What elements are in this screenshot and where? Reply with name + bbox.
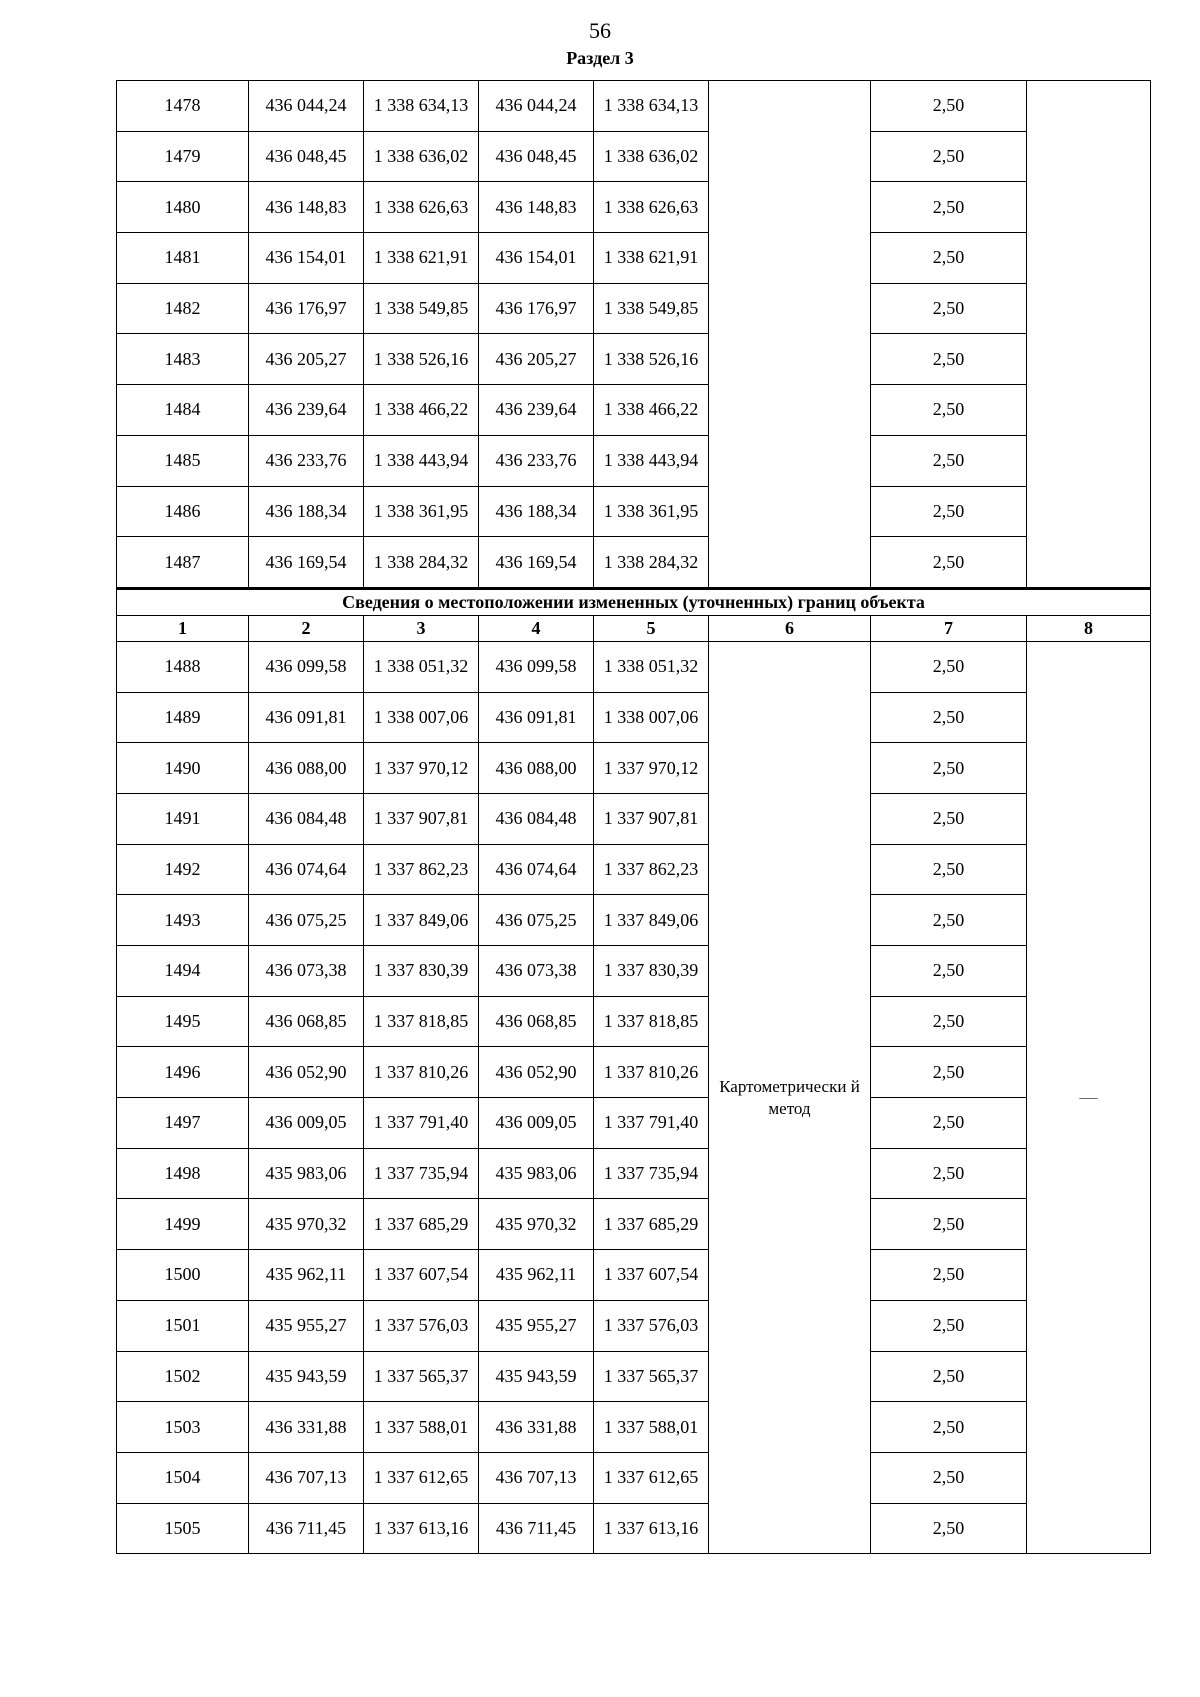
x-coordinate-new: 436 044,24 — [479, 81, 594, 132]
table-row — [117, 743, 1151, 794]
y-coordinate-old: 1 338 466,22 — [364, 385, 479, 436]
table-row — [117, 692, 1151, 743]
y-coordinate-old: 1 338 051,32 — [364, 641, 479, 692]
y-coordinate-old: 1 338 626,63 — [364, 182, 479, 233]
x-coordinate-new: 436 048,45 — [479, 131, 594, 182]
accuracy-value: 2,50 — [871, 1452, 1027, 1503]
y-coordinate-new: 1 337 849,06 — [594, 895, 709, 946]
accuracy-value: 2,50 — [871, 1250, 1027, 1301]
y-coordinate-new: 1 337 576,03 — [594, 1300, 709, 1351]
x-coordinate-old: 436 073,38 — [249, 946, 364, 997]
point-number: 1494 — [117, 946, 249, 997]
table-row — [117, 1199, 1151, 1250]
accuracy-value: 2,50 — [871, 692, 1027, 743]
table-row — [117, 537, 1151, 589]
table-row — [117, 793, 1151, 844]
point-number: 1492 — [117, 844, 249, 895]
column-number-8: 8 — [1027, 615, 1151, 641]
x-coordinate-old: 436 048,45 — [249, 131, 364, 182]
table-row — [117, 946, 1151, 997]
x-coordinate-old: 436 711,45 — [249, 1503, 364, 1554]
y-coordinate-old: 1 338 549,85 — [364, 283, 479, 334]
point-number: 1497 — [117, 1098, 249, 1149]
point-number: 1500 — [117, 1250, 249, 1301]
x-coordinate-old: 436 075,25 — [249, 895, 364, 946]
x-coordinate-old: 435 970,32 — [249, 1199, 364, 1250]
y-coordinate-new: 1 338 549,85 — [594, 283, 709, 334]
y-coordinate-new: 1 338 634,13 — [594, 81, 709, 132]
y-coordinate-old: 1 338 443,94 — [364, 435, 479, 486]
x-coordinate-new: 436 099,58 — [479, 641, 594, 692]
table-row — [117, 1503, 1151, 1554]
x-coordinate-old: 436 088,00 — [249, 743, 364, 794]
x-coordinate-old: 436 331,88 — [249, 1402, 364, 1453]
table-row — [117, 1452, 1151, 1503]
y-coordinate-new: 1 337 588,01 — [594, 1402, 709, 1453]
y-coordinate-new: 1 337 735,94 — [594, 1148, 709, 1199]
x-coordinate-new: 436 239,64 — [479, 385, 594, 436]
table-row — [117, 1300, 1151, 1351]
x-coordinate-new: 435 970,32 — [479, 1199, 594, 1250]
x-coordinate-old: 436 233,76 — [249, 435, 364, 486]
x-coordinate-new: 436 075,25 — [479, 895, 594, 946]
y-coordinate-new: 1 337 810,26 — [594, 1047, 709, 1098]
point-number: 1484 — [117, 385, 249, 436]
table-row — [117, 641, 1151, 692]
y-coordinate-old: 1 337 588,01 — [364, 1402, 479, 1453]
x-coordinate-new: 435 955,27 — [479, 1300, 594, 1351]
x-coordinate-new: 436 205,27 — [479, 334, 594, 385]
y-coordinate-old: 1 338 526,16 — [364, 334, 479, 385]
x-coordinate-new: 435 943,59 — [479, 1351, 594, 1402]
y-coordinate-new: 1 337 685,29 — [594, 1199, 709, 1250]
x-coordinate-old: 436 091,81 — [249, 692, 364, 743]
column-number-1: 1 — [117, 615, 249, 641]
accuracy-value: 2,50 — [871, 1402, 1027, 1453]
accuracy-value: 2,50 — [871, 1148, 1027, 1199]
table-row — [117, 81, 1151, 132]
y-coordinate-new: 1 338 636,02 — [594, 131, 709, 182]
accuracy-value: 2,50 — [871, 1351, 1027, 1402]
y-coordinate-old: 1 337 685,29 — [364, 1199, 479, 1250]
x-coordinate-old: 436 074,64 — [249, 844, 364, 895]
accuracy-value: 2,50 — [871, 233, 1027, 284]
x-coordinate-new: 436 233,76 — [479, 435, 594, 486]
x-coordinate-new: 436 084,48 — [479, 793, 594, 844]
table-group-2 — [117, 641, 1151, 1553]
y-coordinate-old: 1 338 007,06 — [364, 692, 479, 743]
y-coordinate-old: 1 338 361,95 — [364, 486, 479, 537]
point-number: 1499 — [117, 1199, 249, 1250]
accuracy-value: 2,50 — [871, 793, 1027, 844]
point-number: 1490 — [117, 743, 249, 794]
point-number: 1478 — [117, 81, 249, 132]
y-coordinate-old: 1 337 791,40 — [364, 1098, 479, 1149]
separator-title: Сведения о местоположении измененных (уточненных) границ объекта — [117, 588, 1151, 615]
accuracy-value: 2,50 — [871, 435, 1027, 486]
x-coordinate-old: 436 176,97 — [249, 283, 364, 334]
y-coordinate-new: 1 338 284,32 — [594, 537, 709, 589]
accuracy-value: 2,50 — [871, 1047, 1027, 1098]
x-coordinate-old: 436 044,24 — [249, 81, 364, 132]
x-coordinate-old: 436 068,85 — [249, 996, 364, 1047]
point-number: 1488 — [117, 641, 249, 692]
separator-row — [117, 588, 1151, 615]
accuracy-value: 2,50 — [871, 1098, 1027, 1149]
y-coordinate-old: 1 338 621,91 — [364, 233, 479, 284]
y-coordinate-new: 1 337 830,39 — [594, 946, 709, 997]
accuracy-value: 2,50 — [871, 743, 1027, 794]
x-coordinate-old: 436 707,13 — [249, 1452, 364, 1503]
x-coordinate-new: 436 009,05 — [479, 1098, 594, 1149]
table-row — [117, 844, 1151, 895]
point-number: 1479 — [117, 131, 249, 182]
description-cell: — — [1027, 641, 1151, 1553]
y-coordinate-new: 1 338 443,94 — [594, 435, 709, 486]
x-coordinate-new: 436 188,34 — [479, 486, 594, 537]
x-coordinate-old: 435 962,11 — [249, 1250, 364, 1301]
accuracy-value: 2,50 — [871, 895, 1027, 946]
y-coordinate-old: 1 338 284,32 — [364, 537, 479, 589]
accuracy-value: 2,50 — [871, 946, 1027, 997]
accuracy-value: 2,50 — [871, 182, 1027, 233]
x-coordinate-old: 435 983,06 — [249, 1148, 364, 1199]
column-number-7: 7 — [871, 615, 1027, 641]
accuracy-value: 2,50 — [871, 537, 1027, 589]
y-coordinate-old: 1 337 565,37 — [364, 1351, 479, 1402]
table-row — [117, 1351, 1151, 1402]
point-number: 1491 — [117, 793, 249, 844]
y-coordinate-new: 1 337 970,12 — [594, 743, 709, 794]
table-row — [117, 182, 1151, 233]
point-number: 1493 — [117, 895, 249, 946]
table-row — [117, 435, 1151, 486]
section-title: Раздел 3 — [566, 48, 634, 68]
accuracy-value: 2,50 — [871, 844, 1027, 895]
accuracy-value: 2,50 — [871, 131, 1027, 182]
table-row — [117, 1402, 1151, 1453]
point-number: 1498 — [117, 1148, 249, 1199]
y-coordinate-new: 1 338 466,22 — [594, 385, 709, 436]
column-number-2: 2 — [249, 615, 364, 641]
column-number-4: 4 — [479, 615, 594, 641]
x-coordinate-new: 435 983,06 — [479, 1148, 594, 1199]
y-coordinate-new: 1 338 007,06 — [594, 692, 709, 743]
point-number: 1486 — [117, 486, 249, 537]
x-coordinate-old: 436 154,01 — [249, 233, 364, 284]
point-number: 1505 — [117, 1503, 249, 1554]
x-coordinate-new: 435 962,11 — [479, 1250, 594, 1301]
table-separator-header — [117, 588, 1151, 641]
x-coordinate-old: 435 955,27 — [249, 1300, 364, 1351]
column-number-5: 5 — [594, 615, 709, 641]
y-coordinate-old: 1 337 613,16 — [364, 1503, 479, 1554]
point-number: 1483 — [117, 334, 249, 385]
point-number: 1503 — [117, 1402, 249, 1453]
y-coordinate-old: 1 337 607,54 — [364, 1250, 479, 1301]
point-number: 1485 — [117, 435, 249, 486]
y-coordinate-old: 1 338 636,02 — [364, 131, 479, 182]
accuracy-value: 2,50 — [871, 1503, 1027, 1554]
table-row — [117, 1250, 1151, 1301]
table-row — [117, 1047, 1151, 1098]
accuracy-value: 2,50 — [871, 641, 1027, 692]
x-coordinate-new: 436 176,97 — [479, 283, 594, 334]
y-coordinate-new: 1 337 565,37 — [594, 1351, 709, 1402]
y-coordinate-old: 1 337 576,03 — [364, 1300, 479, 1351]
x-coordinate-old: 436 205,27 — [249, 334, 364, 385]
table-row — [117, 996, 1151, 1047]
y-coordinate-new: 1 338 621,91 — [594, 233, 709, 284]
y-coordinate-old: 1 337 849,06 — [364, 895, 479, 946]
y-coordinate-new: 1 337 612,65 — [594, 1452, 709, 1503]
x-coordinate-new: 436 331,88 — [479, 1402, 594, 1453]
y-coordinate-old: 1 337 862,23 — [364, 844, 479, 895]
accuracy-value: 2,50 — [871, 486, 1027, 537]
x-coordinate-new: 436 707,13 — [479, 1452, 594, 1503]
x-coordinate-new: 436 052,90 — [479, 1047, 594, 1098]
accuracy-value: 2,50 — [871, 1199, 1027, 1250]
accuracy-value: 2,50 — [871, 81, 1027, 132]
x-coordinate-old: 436 148,83 — [249, 182, 364, 233]
table-row — [117, 131, 1151, 182]
accuracy-value: 2,50 — [871, 1300, 1027, 1351]
column-number-6: 6 — [709, 615, 871, 641]
y-coordinate-new: 1 338 051,32 — [594, 641, 709, 692]
x-coordinate-new: 436 169,54 — [479, 537, 594, 589]
x-coordinate-new: 436 088,00 — [479, 743, 594, 794]
y-coordinate-new: 1 338 361,95 — [594, 486, 709, 537]
y-coordinate-new: 1 337 862,23 — [594, 844, 709, 895]
page-number: 56 — [589, 18, 611, 43]
description-cell — [1027, 81, 1151, 589]
x-coordinate-new: 436 073,38 — [479, 946, 594, 997]
x-coordinate-old: 436 084,48 — [249, 793, 364, 844]
y-coordinate-new: 1 337 607,54 — [594, 1250, 709, 1301]
y-coordinate-old: 1 337 830,39 — [364, 946, 479, 997]
x-coordinate-old: 436 239,64 — [249, 385, 364, 436]
y-coordinate-old: 1 337 907,81 — [364, 793, 479, 844]
table-group-1 — [117, 81, 1151, 589]
point-number: 1487 — [117, 537, 249, 589]
accuracy-value: 2,50 — [871, 385, 1027, 436]
x-coordinate-new: 436 154,01 — [479, 233, 594, 284]
point-number: 1502 — [117, 1351, 249, 1402]
point-number: 1489 — [117, 692, 249, 743]
y-coordinate-new: 1 338 526,16 — [594, 334, 709, 385]
column-number-3: 3 — [364, 615, 479, 641]
table-row — [117, 385, 1151, 436]
y-coordinate-new: 1 337 907,81 — [594, 793, 709, 844]
y-coordinate-old: 1 337 818,85 — [364, 996, 479, 1047]
y-coordinate-old: 1 337 970,12 — [364, 743, 479, 794]
table-row — [117, 1098, 1151, 1149]
method-cell: Картометрически й метод — [709, 641, 871, 1553]
y-coordinate-new: 1 337 791,40 — [594, 1098, 709, 1149]
method-cell — [709, 81, 871, 589]
y-coordinate-old: 1 337 612,65 — [364, 1452, 479, 1503]
column-number-row — [117, 615, 1151, 641]
x-coordinate-old: 436 009,05 — [249, 1098, 364, 1149]
y-coordinate-new: 1 337 613,16 — [594, 1503, 709, 1554]
accuracy-value: 2,50 — [871, 283, 1027, 334]
x-coordinate-old: 435 943,59 — [249, 1351, 364, 1402]
y-coordinate-old: 1 337 735,94 — [364, 1148, 479, 1199]
y-coordinate-old: 1 337 810,26 — [364, 1047, 479, 1098]
y-coordinate-new: 1 338 626,63 — [594, 182, 709, 233]
x-coordinate-new: 436 091,81 — [479, 692, 594, 743]
x-coordinate-new: 436 074,64 — [479, 844, 594, 895]
x-coordinate-new: 436 148,83 — [479, 182, 594, 233]
x-coordinate-old: 436 188,34 — [249, 486, 364, 537]
point-number: 1481 — [117, 233, 249, 284]
accuracy-value: 2,50 — [871, 996, 1027, 1047]
coordinates-table — [116, 80, 1151, 1554]
table-row — [117, 334, 1151, 385]
x-coordinate-old: 436 099,58 — [249, 641, 364, 692]
point-number: 1482 — [117, 283, 249, 334]
table-row — [117, 283, 1151, 334]
x-coordinate-old: 436 052,90 — [249, 1047, 364, 1098]
table-row — [117, 1148, 1151, 1199]
accuracy-value: 2,50 — [871, 334, 1027, 385]
table-row — [117, 233, 1151, 284]
point-number: 1480 — [117, 182, 249, 233]
y-coordinate-old: 1 338 634,13 — [364, 81, 479, 132]
table-row — [117, 486, 1151, 537]
table-row — [117, 895, 1151, 946]
point-number: 1495 — [117, 996, 249, 1047]
point-number: 1504 — [117, 1452, 249, 1503]
point-number: 1501 — [117, 1300, 249, 1351]
point-number: 1496 — [117, 1047, 249, 1098]
x-coordinate-old: 436 169,54 — [249, 537, 364, 589]
y-coordinate-new: 1 337 818,85 — [594, 996, 709, 1047]
x-coordinate-new: 436 068,85 — [479, 996, 594, 1047]
x-coordinate-new: 436 711,45 — [479, 1503, 594, 1554]
